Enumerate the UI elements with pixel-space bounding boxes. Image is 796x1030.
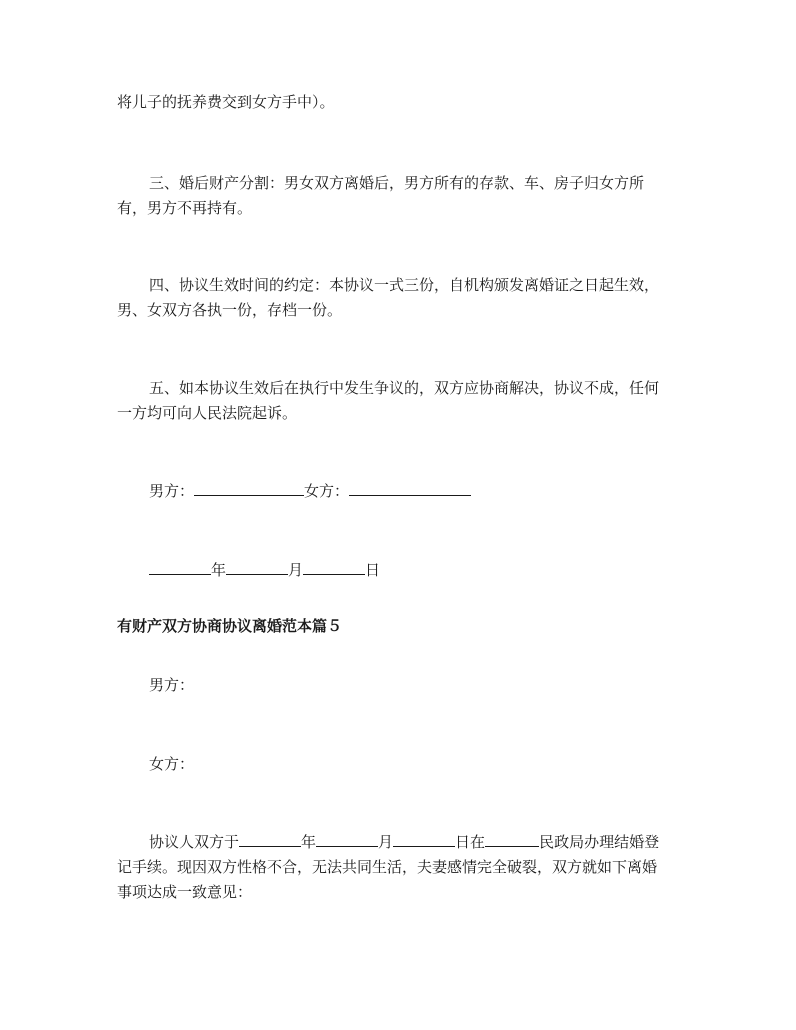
male-signature-blank	[194, 481, 304, 496]
agreement-intro-line-2: 记手续。现因双方性格不合，无法共同生活，夫妻感情完全破裂，双方就如下离婚	[117, 858, 658, 876]
date-line	[149, 558, 687, 582]
intro-bureau-blank	[485, 832, 539, 847]
month-label: 月	[288, 561, 304, 579]
intro-year-blank	[239, 832, 301, 847]
intro-day-blank	[393, 832, 455, 847]
intro-text-b: 民政局办理结婚登	[539, 833, 660, 851]
clause-five-line-1: 五、如本协议生效后在执行中发生争议的，双方应协商解决，协议不成，任何	[149, 379, 660, 397]
intro-day-label: 日在	[455, 833, 486, 851]
female-signature-label: 女方：	[304, 482, 350, 500]
month-blank	[226, 560, 288, 575]
intro-month-blank	[316, 832, 378, 847]
year-label: 年	[211, 561, 227, 579]
clause-four-line-1: 四、协议生效时间的约定：本协议一式三份，自机构颁发离婚证之日起生效，	[149, 276, 660, 294]
male-signature-label: 男方：	[149, 482, 195, 500]
clause-three-line-1: 三、婚后财产分割：男女双方离婚后，男方所有的存款、车、房子归女方所	[149, 174, 645, 192]
agreement-intro-line-3: 事项达成一致意见：	[117, 883, 253, 901]
clause-three-line-2: 有，男方不再持有。	[117, 199, 253, 217]
day-label: 日	[365, 561, 381, 579]
section-title: 有财产双方协商协议离婚范本篇５	[117, 617, 343, 635]
female-signature-blank	[349, 481, 471, 496]
clause-four-line-2: 男、女双方各执一份，存档一份。	[117, 301, 343, 319]
agreement-intro-line-1	[149, 830, 687, 854]
male-party-line: 男方：	[149, 676, 195, 694]
female-party-line: 女方：	[149, 755, 195, 773]
day-blank	[303, 560, 365, 575]
year-blank	[149, 560, 211, 575]
intro-month-label: 月	[378, 833, 394, 851]
intro-text-a: 协议人双方于	[149, 833, 240, 851]
clause-five-line-2: 一方均可向人民法院起诉。	[117, 404, 298, 422]
intro-year-label: 年	[301, 833, 317, 851]
paragraph-line: 将儿子的抚养费交到女方手中）。	[117, 93, 335, 111]
signature-line	[149, 479, 687, 503]
